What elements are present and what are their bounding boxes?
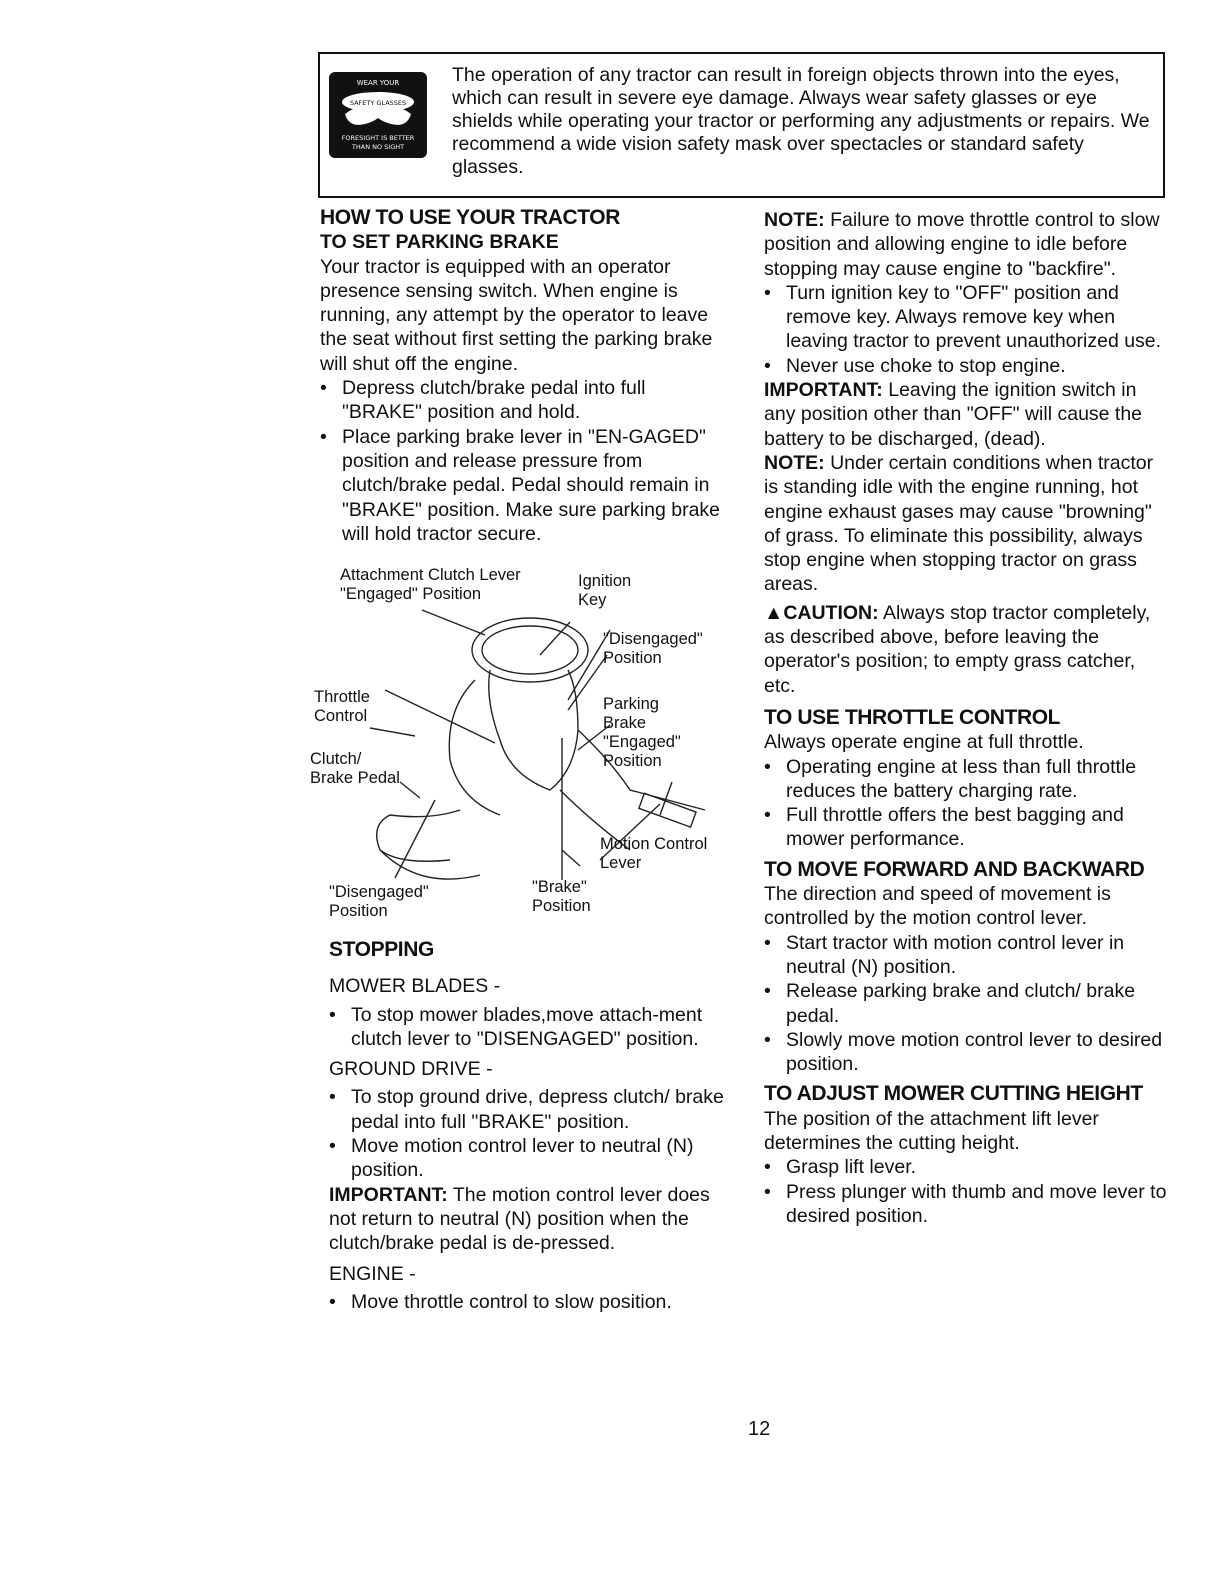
list-item: • Release parking brake and clutch/ brake pedal. <box>764 980 1136 1027</box>
list-item: • Turn ignition key to "OFF" position and remove key. Always remove key when leaving tractor to prevent unauthorized use. <box>764 281 1162 353</box>
subsection-engine: ENGINE - <box>329 1262 416 1285</box>
parking-brake-intro: Your tractor is equipped with an operator presence sensing switch. When engine is running, any attempt by the operator to leave the seat without first setting the parking brake will shut off the engine. <box>320 255 713 375</box>
list-item: • Slowly move motion control lever to desired position. <box>764 1028 1163 1076</box>
section-heading-stopping: STOPPING <box>329 938 434 961</box>
label-attachment-clutch-lever: Attachment Clutch Lever "Engaged" Position <box>340 566 521 603</box>
tractor-controls-diagram <box>310 560 740 930</box>
page-number: 12 <box>748 1418 771 1440</box>
subsection-mower-blades: MOWER BLADES - <box>329 975 501 998</box>
label-disengaged-bottom: "Disengaged" Position <box>329 883 429 920</box>
section-heading-cutting-height: TO ADJUST MOWER CUTTING HEIGHT <box>764 1082 1143 1106</box>
safety-warning-text: The operation of any tractor can result in foreign objects thrown into the eyes, which can result in severe eye damage. Always wear safety glasses or eye shields while operating your tractor or performing any adjustments or repairs. We recommend a wide vision safety mask over spectacles or standard safety glasses. <box>452 64 1150 178</box>
label-disengaged-top: "Disengaged" Position <box>603 630 703 667</box>
caution-note: ▲CAUTION: Always stop tractor completely, as described above, before leaving the operator's position; to empty grass catcher, etc. <box>764 601 1151 697</box>
safety-glasses-badge-icon <box>329 72 427 158</box>
section-heading-forward-backward: TO MOVE FORWARD AND BACKWARD <box>764 857 1145 881</box>
list-item: • Depress clutch/brake pedal into full "BRAKE" position and hold. <box>320 377 646 424</box>
left-column-top <box>320 206 725 546</box>
list-item: • Place parking brake lever in "EN-GAGED" position and release pressure from clutch/brake pedal. Pedal should remain in "BRAKE" position. Make sure parking brake will hold tractor secure. <box>320 425 721 545</box>
list-item: • Never use choke to stop engine. <box>764 354 1066 377</box>
right-column <box>764 208 1169 1228</box>
list-item: • Full throttle offers the best bagging and mower performance. <box>764 804 1124 851</box>
list-item: • Grasp lift lever. <box>764 1156 917 1179</box>
label-clutch-brake-pedal: Clutch/ Brake Pedal <box>310 750 400 787</box>
important-note-stopping: IMPORTANT: The motion control lever does not return to neutral (N) position when the clutch/brake pedal is de-pressed. <box>329 1183 710 1255</box>
list-item: • Move motion control lever to neutral (N) position. <box>329 1135 694 1182</box>
label-ignition-key: Ignition Key <box>578 572 632 609</box>
subsection-ground-drive: GROUND DRIVE - <box>329 1058 493 1081</box>
list-item: • Operating engine at less than full throttle reduces the battery charging rate. <box>764 755 1137 802</box>
list-item: • Press plunger with thumb and move lever to desired position. <box>764 1180 1167 1227</box>
label-throttle-control: Throttle Control <box>314 688 370 725</box>
forward-text: The direction and speed of movement is controlled by the motion control lever. <box>764 883 1111 930</box>
subheading-parking-brake: TO SET PARKING BRAKE <box>320 231 559 254</box>
note-browning: NOTE: Under certain conditions when tractor is standing idle with the engine running, hot engine exhaust gases may cause "browning" of grass. To eliminate this possibility, always stop engine when stopping tractor on grass areas. <box>764 451 1154 596</box>
list-item: • To stop mower blades,move attach-ment clutch lever to "DISENGAGED" position. <box>329 1003 703 1050</box>
important-note-ignition: IMPORTANT: Leaving the ignition switch in any position other than "OFF" will cause the battery to be discharged, (dead). <box>764 379 1143 450</box>
list-item: • Move throttle control to slow position. <box>329 1290 672 1313</box>
badge-line-4: THAN NO SIGHT <box>351 143 405 151</box>
label-parking-brake: Parking Brake "Engaged" Position <box>603 695 681 770</box>
list-item: • Start tractor with motion control lever in neutral (N) position. <box>764 931 1125 978</box>
note-backfire: NOTE: Failure to move throttle control to slow position and allowing engine to idle before stopping may cause engine to "backfire". <box>764 209 1160 280</box>
caution-warning-icon: ▲ <box>764 601 784 624</box>
label-motion-control-lever: Motion Control Lever <box>600 835 708 872</box>
throttle-text: Always operate engine at full throttle. <box>764 731 1084 754</box>
badge-line-3: FORESIGHT IS BETTER <box>341 134 415 142</box>
height-text: The position of the attachment lift lever determines the cutting height. <box>764 1107 1099 1154</box>
left-column-stopping <box>329 938 734 1314</box>
section-heading-throttle: TO USE THROTTLE CONTROL <box>764 705 1061 729</box>
badge-line-2: SAFETY GLASSES <box>349 99 407 107</box>
badge-line-1: WEAR YOUR <box>356 79 400 87</box>
section-heading-how-to-use: HOW TO USE YOUR TRACTOR <box>320 206 620 229</box>
list-item: • To stop ground drive, depress clutch/ brake pedal into full "BRAKE" position. <box>329 1086 724 1133</box>
label-brake-position: "Brake" Position <box>532 878 591 915</box>
